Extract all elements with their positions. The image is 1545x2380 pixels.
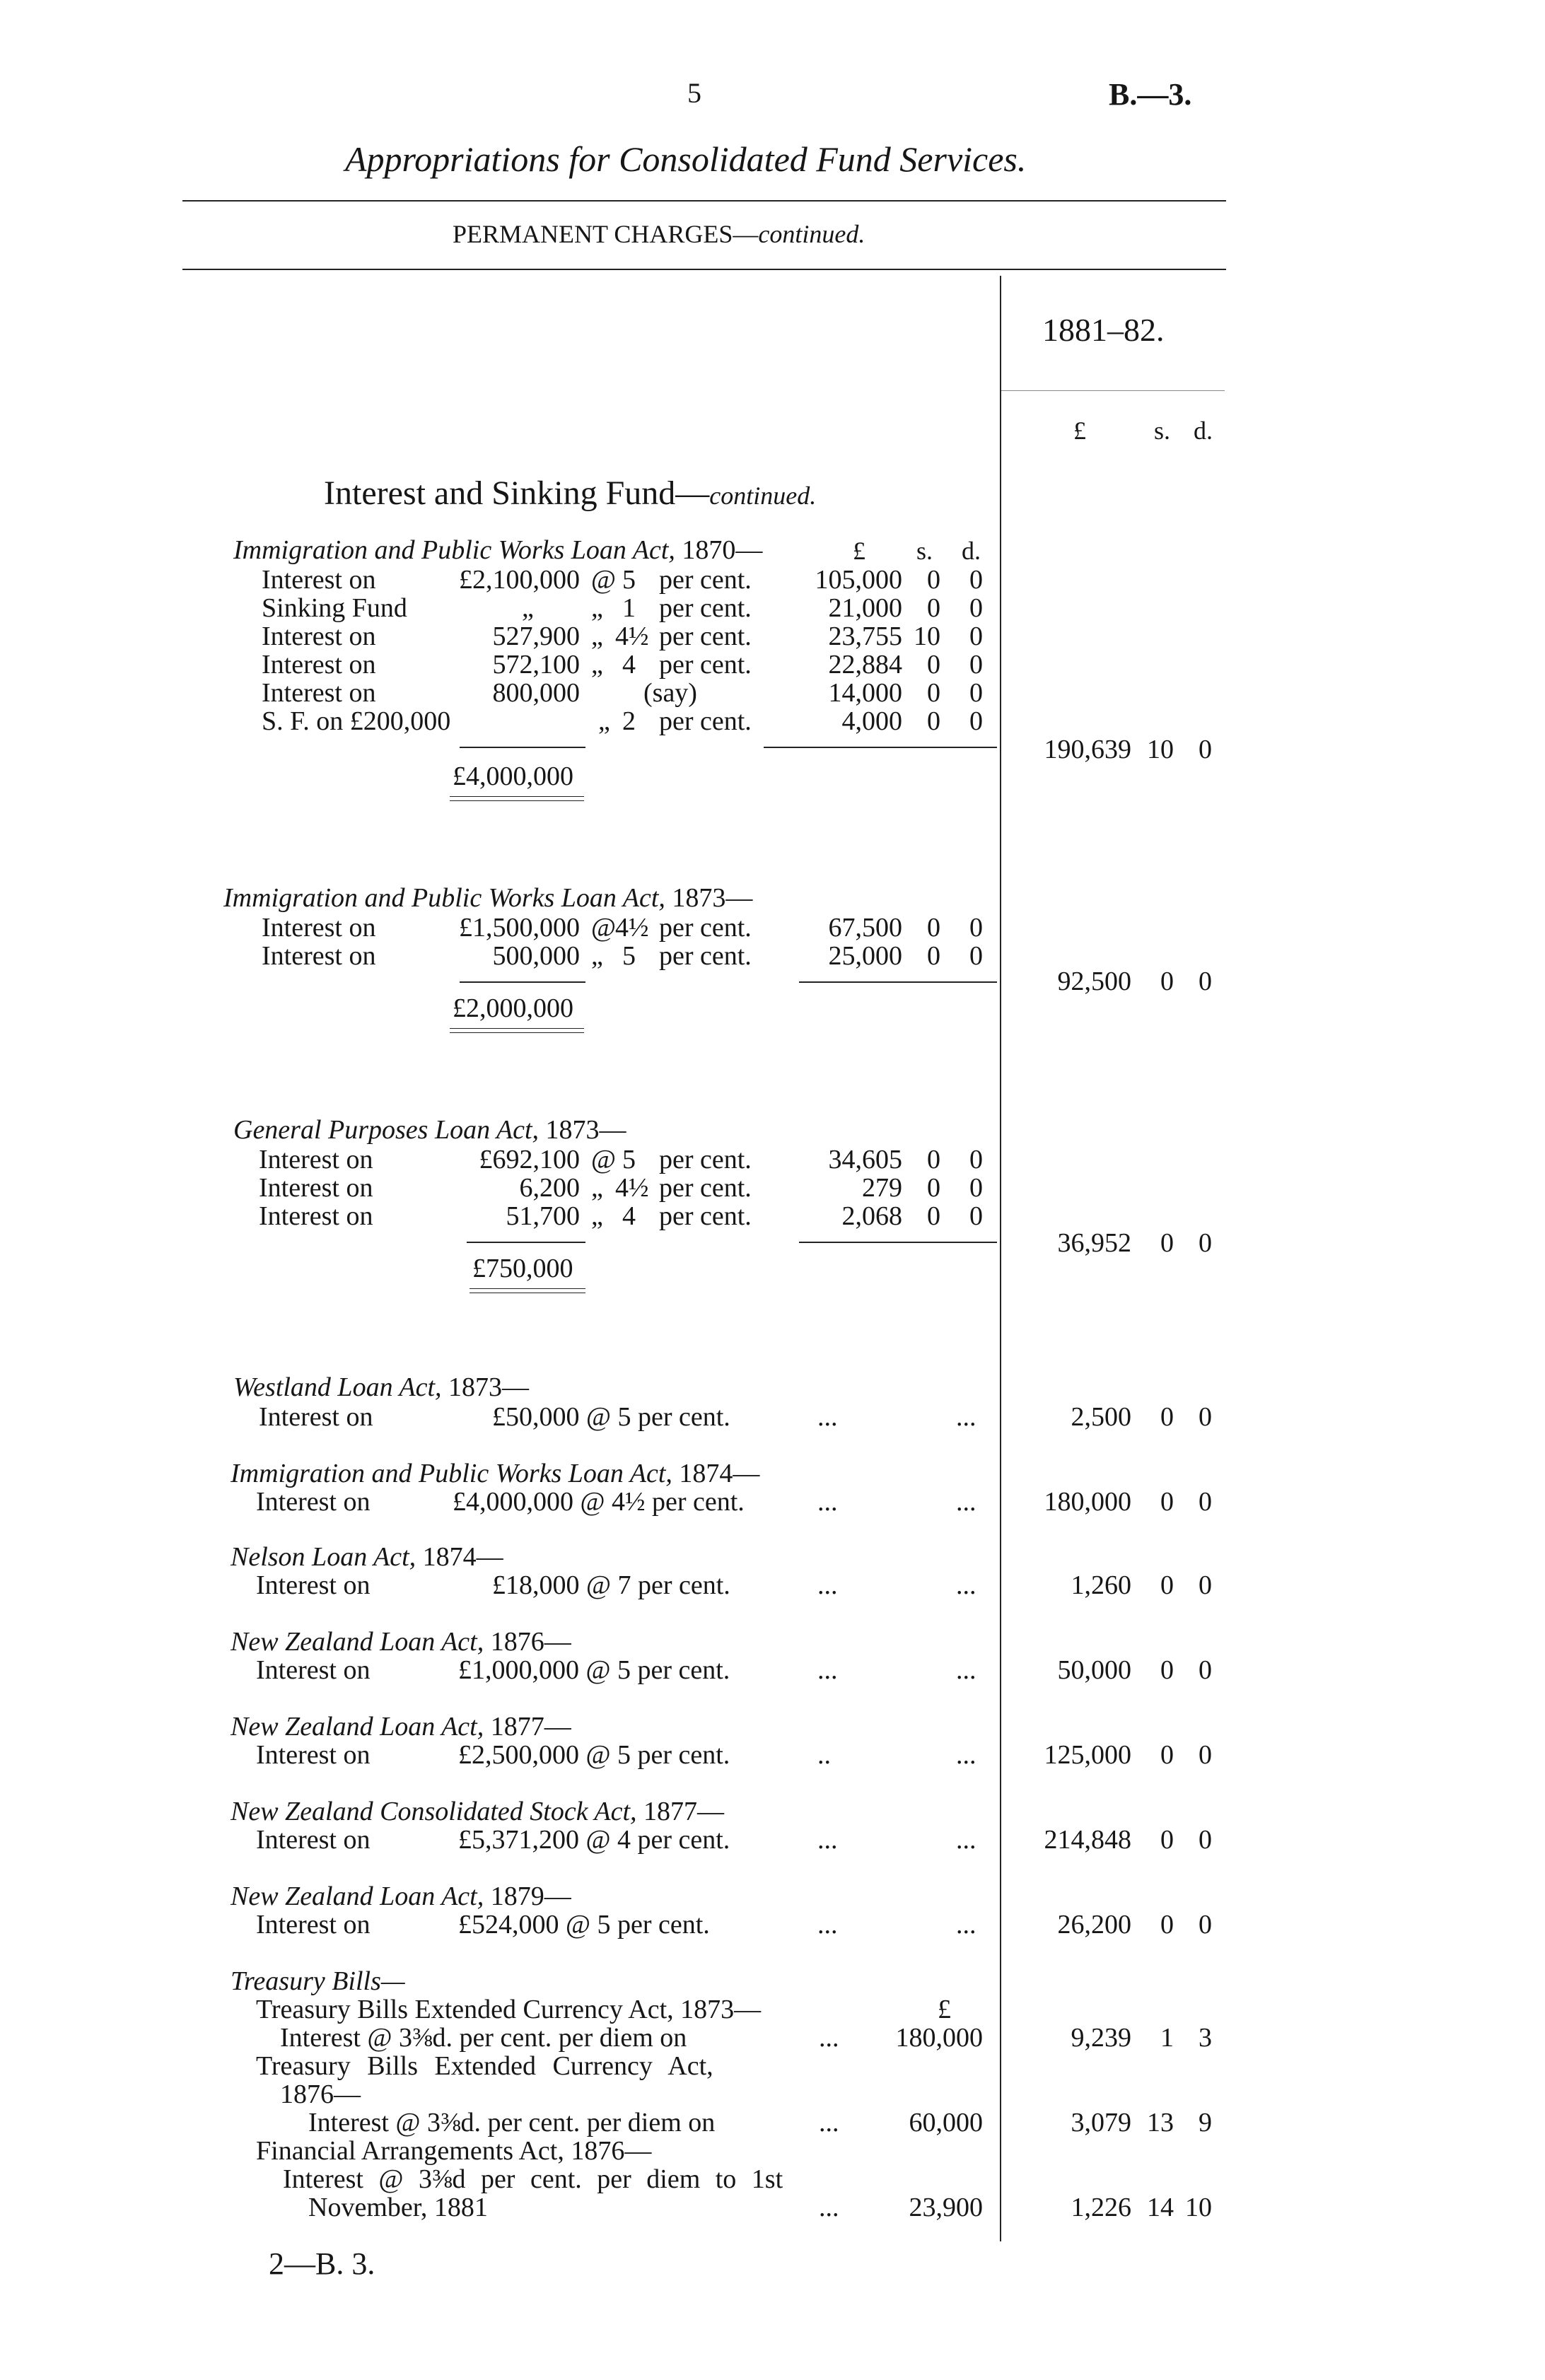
loan-total-pounds: 26,200: [1057, 1910, 1131, 1939]
loan-total-pounds: 50,000: [1057, 1655, 1131, 1685]
signature-mark: 2—B. 3.: [269, 2246, 375, 2281]
row-pounds: 23,755: [828, 622, 902, 651]
row-rate: 4½: [615, 1173, 649, 1203]
subtitle: PERMANENT CHARGES—continued.: [453, 220, 865, 248]
gp1873-title: General Purposes Loan Act, 1873—: [233, 1115, 626, 1145]
loan-detail: £1,000,000 @ 5 per cent.: [458, 1655, 730, 1685]
loan-total-shillings: 0: [1160, 1655, 1174, 1685]
treasury-col-pound: £: [938, 1995, 951, 2024]
act1873-total-pounds: 92,500: [1057, 967, 1131, 996]
row-pence: 0: [969, 1145, 983, 1174]
loan-detail: £18,000 @ 7 per cent.: [492, 1570, 730, 1600]
act1873-double-rule-1: [450, 1028, 584, 1029]
leader-dots: ...: [819, 2108, 839, 2137]
loan-total-pounds: 2,500: [1071, 1402, 1131, 1432]
page-number: 5: [687, 77, 701, 109]
leader-dots: ...: [956, 1402, 976, 1432]
act1873-double-rule-2: [450, 1032, 584, 1033]
leader-dots: ...: [817, 1655, 838, 1685]
row-ditto: @: [591, 913, 616, 943]
loan-total-shillings: 0: [1160, 1825, 1174, 1855]
loan-title: New Zealand Consolidated Stock Act, 1877—: [231, 1797, 725, 1826]
loan-detail: £4,000,000 @ 4½ per cent.: [453, 1487, 745, 1517]
row-ditto: „: [598, 706, 610, 736]
row-pence: 0: [969, 706, 983, 736]
treasury-act1-total-pounds: 9,239: [1071, 2023, 1131, 2053]
row-pounds: 4,000: [841, 706, 902, 736]
treasury-act3-line: Interest @ 3⅜d per cent. per diem to 1st: [283, 2164, 783, 2194]
act1870-total-pounds: 190,639: [1044, 735, 1131, 764]
row-rate: 5: [622, 1145, 636, 1174]
act1870-double-rule-2: [450, 800, 584, 801]
act1870-sum-rule: [764, 747, 997, 748]
loan-label: Interest on: [256, 1570, 371, 1600]
row-amount: 6,200: [519, 1173, 580, 1203]
year-column-rule: [1000, 276, 1001, 2241]
year-col-shillings: s.: [1154, 416, 1171, 445]
act1870-col-s: s.: [916, 537, 933, 565]
act1870-total-pence: 0: [1199, 735, 1212, 764]
leader-dots: ...: [817, 1487, 838, 1517]
row-shillings: 0: [927, 1173, 940, 1203]
row-ditto: „: [591, 650, 603, 679]
row-label: Interest on: [259, 1173, 373, 1203]
row-amount: „: [522, 593, 534, 623]
act1870-double-rule-1: [450, 796, 584, 797]
act1873-total-pence: 0: [1199, 967, 1212, 996]
treasury-act2-title: Treasury Bills Extended Currency Act,: [256, 2051, 713, 2081]
treasury-act3-total-pounds: 1,226: [1071, 2193, 1131, 2222]
row-ditto: @: [591, 565, 616, 595]
treasury-act2-principal: 60,000: [909, 2108, 983, 2137]
treasury-title: Treasury Bills—: [231, 1966, 405, 1996]
treasury-act1-principal: 180,000: [895, 2023, 983, 2053]
treasury-act3-title: Financial Arrangements Act, 1876—: [256, 2136, 652, 2166]
loan-label: Interest on: [259, 1402, 373, 1432]
row-label: Interest on: [259, 1201, 373, 1231]
treasury-act1-title: Treasury Bills Extended Currency Act, 1873—: [256, 1995, 762, 2024]
loan-total-shillings: 0: [1160, 1740, 1174, 1770]
gp1873-double-rule-1: [470, 1288, 585, 1289]
row-amount: £692,100: [479, 1145, 580, 1174]
row-shillings: 10: [914, 622, 940, 651]
loan-detail: £5,371,200 @ 4 per cent.: [458, 1825, 730, 1855]
row-unit: per cent.: [659, 1173, 752, 1203]
leader-dots: ...: [956, 1825, 976, 1855]
row-pounds: 105,000: [815, 565, 902, 595]
loan-label: Interest on: [256, 1825, 371, 1855]
row-pence: 0: [969, 565, 983, 595]
leader-dots: ...: [819, 2023, 839, 2053]
row-pence: 0: [969, 678, 983, 708]
header-rule-bottom: [182, 269, 1226, 270]
row-rate: (say): [643, 678, 697, 708]
section-title: Interest and Sinking Fund—continued.: [324, 474, 817, 512]
act1870-total-shillings: 10: [1147, 735, 1174, 764]
row-shillings: 0: [927, 913, 940, 943]
row-pounds: 279: [862, 1173, 902, 1203]
row-unit: per cent.: [659, 941, 752, 971]
loan-title: Westland Loan Act, 1873—: [233, 1372, 530, 1402]
row-shillings: 0: [927, 565, 940, 595]
row-amount: £2,100,000: [459, 565, 580, 595]
treasury-act3-total-shillings: 14: [1147, 2193, 1174, 2222]
leader-dots: ...: [817, 1570, 838, 1600]
act1870-col-d: d.: [962, 537, 981, 565]
loan-total-pence: 0: [1199, 1487, 1212, 1517]
row-unit: per cent.: [659, 1145, 752, 1174]
loan-total-pence: 0: [1199, 1825, 1212, 1855]
row-unit: per cent.: [659, 622, 752, 651]
row-rate: 4½: [615, 622, 649, 651]
act1873-total-shillings: 0: [1160, 967, 1174, 996]
row-pounds: 2,068: [841, 1201, 902, 1231]
treasury-act3-principal: 23,900: [909, 2193, 983, 2222]
treasury-act3-line-date: November, 1881: [308, 2193, 488, 2222]
loan-title: New Zealand Loan Act, 1877—: [231, 1712, 571, 1742]
row-shillings: 0: [927, 678, 940, 708]
row-shillings: 0: [927, 593, 940, 623]
row-shillings: 0: [927, 1201, 940, 1231]
treasury-act2-title-year: 1876—: [280, 2079, 361, 2109]
row-unit: per cent.: [659, 565, 752, 595]
row-ditto: „: [591, 1173, 603, 1203]
leader-dots: ...: [817, 1825, 838, 1855]
loan-title: New Zealand Loan Act, 1879—: [231, 1882, 571, 1911]
row-label: Interest on: [262, 678, 376, 708]
loan-total-pounds: 180,000: [1044, 1487, 1131, 1517]
gp1873-principal-total: £750,000: [472, 1254, 573, 1283]
row-pence: 0: [969, 650, 983, 679]
leader-dots: ...: [956, 1570, 976, 1600]
year-col-pence: d.: [1194, 416, 1213, 445]
act1870-principal-total: £4,000,000: [453, 762, 573, 791]
row-amount: 51,700: [506, 1201, 580, 1231]
row-shillings: 0: [927, 941, 940, 971]
loan-title: Nelson Loan Act, 1874—: [231, 1542, 503, 1572]
row-pounds: 34,605: [828, 1145, 902, 1174]
treasury-act1-line: Interest @ 3⅜d. per cent. per diem on: [280, 2023, 687, 2053]
row-pounds: 21,000: [828, 593, 902, 623]
row-ditto: „: [591, 1201, 603, 1231]
treasury-act2-total-pence: 9: [1199, 2108, 1212, 2137]
treasury-act2-line: Interest @ 3⅜d. per cent. per diem on: [308, 2108, 716, 2137]
loan-label: Interest on: [256, 1910, 371, 1939]
page-title: Appropriations for Consolidated Fund Services.: [345, 139, 1027, 179]
leader-dots: ...: [956, 1655, 976, 1685]
loan-total-pence: 0: [1199, 1740, 1212, 1770]
loan-total-pence: 0: [1199, 1655, 1212, 1685]
row-unit: per cent.: [659, 913, 752, 943]
row-rate: 5: [622, 565, 636, 595]
row-rate: 4: [622, 1201, 636, 1231]
row-unit: per cent.: [659, 706, 752, 736]
loan-title: New Zealand Loan Act, 1876—: [231, 1627, 571, 1657]
header-rule-top: [182, 200, 1226, 202]
leader-dots: ...: [819, 2193, 839, 2222]
act1870-col-pound: £: [853, 537, 865, 565]
loan-detail: £2,500,000 @ 5 per cent.: [458, 1740, 730, 1770]
act1873-principal-rule: [460, 981, 585, 983]
row-pence: 0: [969, 913, 983, 943]
treasury-act2-total-pounds: 3,079: [1071, 2108, 1131, 2137]
row-amount: 572,100: [492, 650, 580, 679]
loan-detail: £524,000 @ 5 per cent.: [458, 1910, 710, 1939]
loan-label: Interest on: [256, 1655, 371, 1685]
loan-total-pence: 0: [1199, 1570, 1212, 1600]
loan-total-shillings: 0: [1160, 1910, 1174, 1939]
act1873-principal-total: £2,000,000: [453, 993, 573, 1023]
loan-total-pounds: 125,000: [1044, 1740, 1131, 1770]
row-unit: per cent.: [659, 1201, 752, 1231]
row-pence: 0: [969, 941, 983, 971]
row-ditto: „: [591, 622, 603, 651]
loan-label: Interest on: [256, 1487, 371, 1517]
doc-code: B.—3.: [1109, 77, 1192, 112]
year-heading-rule: [1001, 390, 1225, 391]
row-amount: 500,000: [492, 941, 580, 971]
row-rate: 2: [622, 706, 636, 736]
loan-total-shillings: 0: [1160, 1570, 1174, 1600]
loan-total-pence: 0: [1199, 1910, 1212, 1939]
row-unit: per cent.: [659, 593, 752, 623]
row-label: Interest on: [262, 565, 376, 595]
loan-detail: £50,000 @ 5 per cent.: [492, 1402, 730, 1432]
act1870-title: Immigration and Public Works Loan Act, 1870—: [233, 535, 763, 565]
row-ditto: „: [591, 941, 603, 971]
row-unit: per cent.: [659, 650, 752, 679]
row-rate: 4: [622, 650, 636, 679]
act1870-principal-rule: [460, 747, 585, 748]
row-amount: 527,900: [492, 622, 580, 651]
row-label: Interest on: [262, 650, 376, 679]
gp1873-principal-rule: [467, 1242, 585, 1243]
loan-label: Interest on: [256, 1740, 371, 1770]
loan-total-shillings: 0: [1160, 1487, 1174, 1517]
row-label: Interest on: [262, 622, 376, 651]
year-col-pound: £: [1073, 416, 1086, 445]
loan-title: Immigration and Public Works Loan Act, 1874—: [231, 1459, 760, 1488]
treasury-act1-total-shillings: 1: [1160, 2023, 1174, 2053]
row-label: S. F. on £200,000: [262, 706, 451, 736]
row-label: Interest on: [262, 913, 376, 943]
loan-total-pence: 0: [1199, 1402, 1212, 1432]
act1873-title: Immigration and Public Works Loan Act, 1873—: [223, 883, 753, 913]
leader-dots: ...: [817, 1910, 838, 1939]
row-shillings: 0: [927, 706, 940, 736]
row-pounds: 25,000: [828, 941, 902, 971]
row-rate: 1: [622, 593, 636, 623]
treasury-act3-total-pence: 10: [1185, 2193, 1212, 2222]
gp1873-sum-rule: [799, 1242, 997, 1243]
act1873-sum-rule: [799, 981, 997, 983]
row-pence: 0: [969, 622, 983, 651]
row-amount: £1,500,000: [459, 913, 580, 943]
row-label: Interest on: [262, 941, 376, 971]
treasury-act2-total-shillings: 13: [1147, 2108, 1174, 2137]
leader-dots: ...: [817, 1402, 838, 1432]
row-ditto: „: [591, 593, 603, 623]
row-amount: 800,000: [492, 678, 580, 708]
loan-total-pounds: 1,260: [1071, 1570, 1131, 1600]
gp1873-total-pounds: 36,952: [1057, 1228, 1131, 1258]
row-pounds: 22,884: [828, 650, 902, 679]
gp1873-total-pence: 0: [1199, 1228, 1212, 1258]
row-shillings: 0: [927, 650, 940, 679]
row-label: Interest on: [259, 1145, 373, 1174]
gp1873-total-shillings: 0: [1160, 1228, 1174, 1258]
row-shillings: 0: [927, 1145, 940, 1174]
leader-dots: ...: [956, 1740, 976, 1770]
row-pence: 0: [969, 1173, 983, 1203]
row-pence: 0: [969, 1201, 983, 1231]
leader-dots: ...: [956, 1910, 976, 1939]
row-label: Sinking Fund: [262, 593, 407, 623]
row-rate: 4½: [615, 913, 649, 943]
row-pence: 0: [969, 593, 983, 623]
row-pounds: 14,000: [828, 678, 902, 708]
leader-dots: ..: [817, 1740, 831, 1770]
loan-total-pounds: 214,848: [1044, 1825, 1131, 1855]
loan-total-shillings: 0: [1160, 1402, 1174, 1432]
treasury-act1-total-pence: 3: [1199, 2023, 1212, 2053]
row-ditto: @: [591, 1145, 616, 1174]
year-heading: 1881–82.: [1042, 312, 1165, 348]
row-pounds: 67,500: [828, 913, 902, 943]
leader-dots: ...: [956, 1487, 976, 1517]
row-rate: 5: [622, 941, 636, 971]
